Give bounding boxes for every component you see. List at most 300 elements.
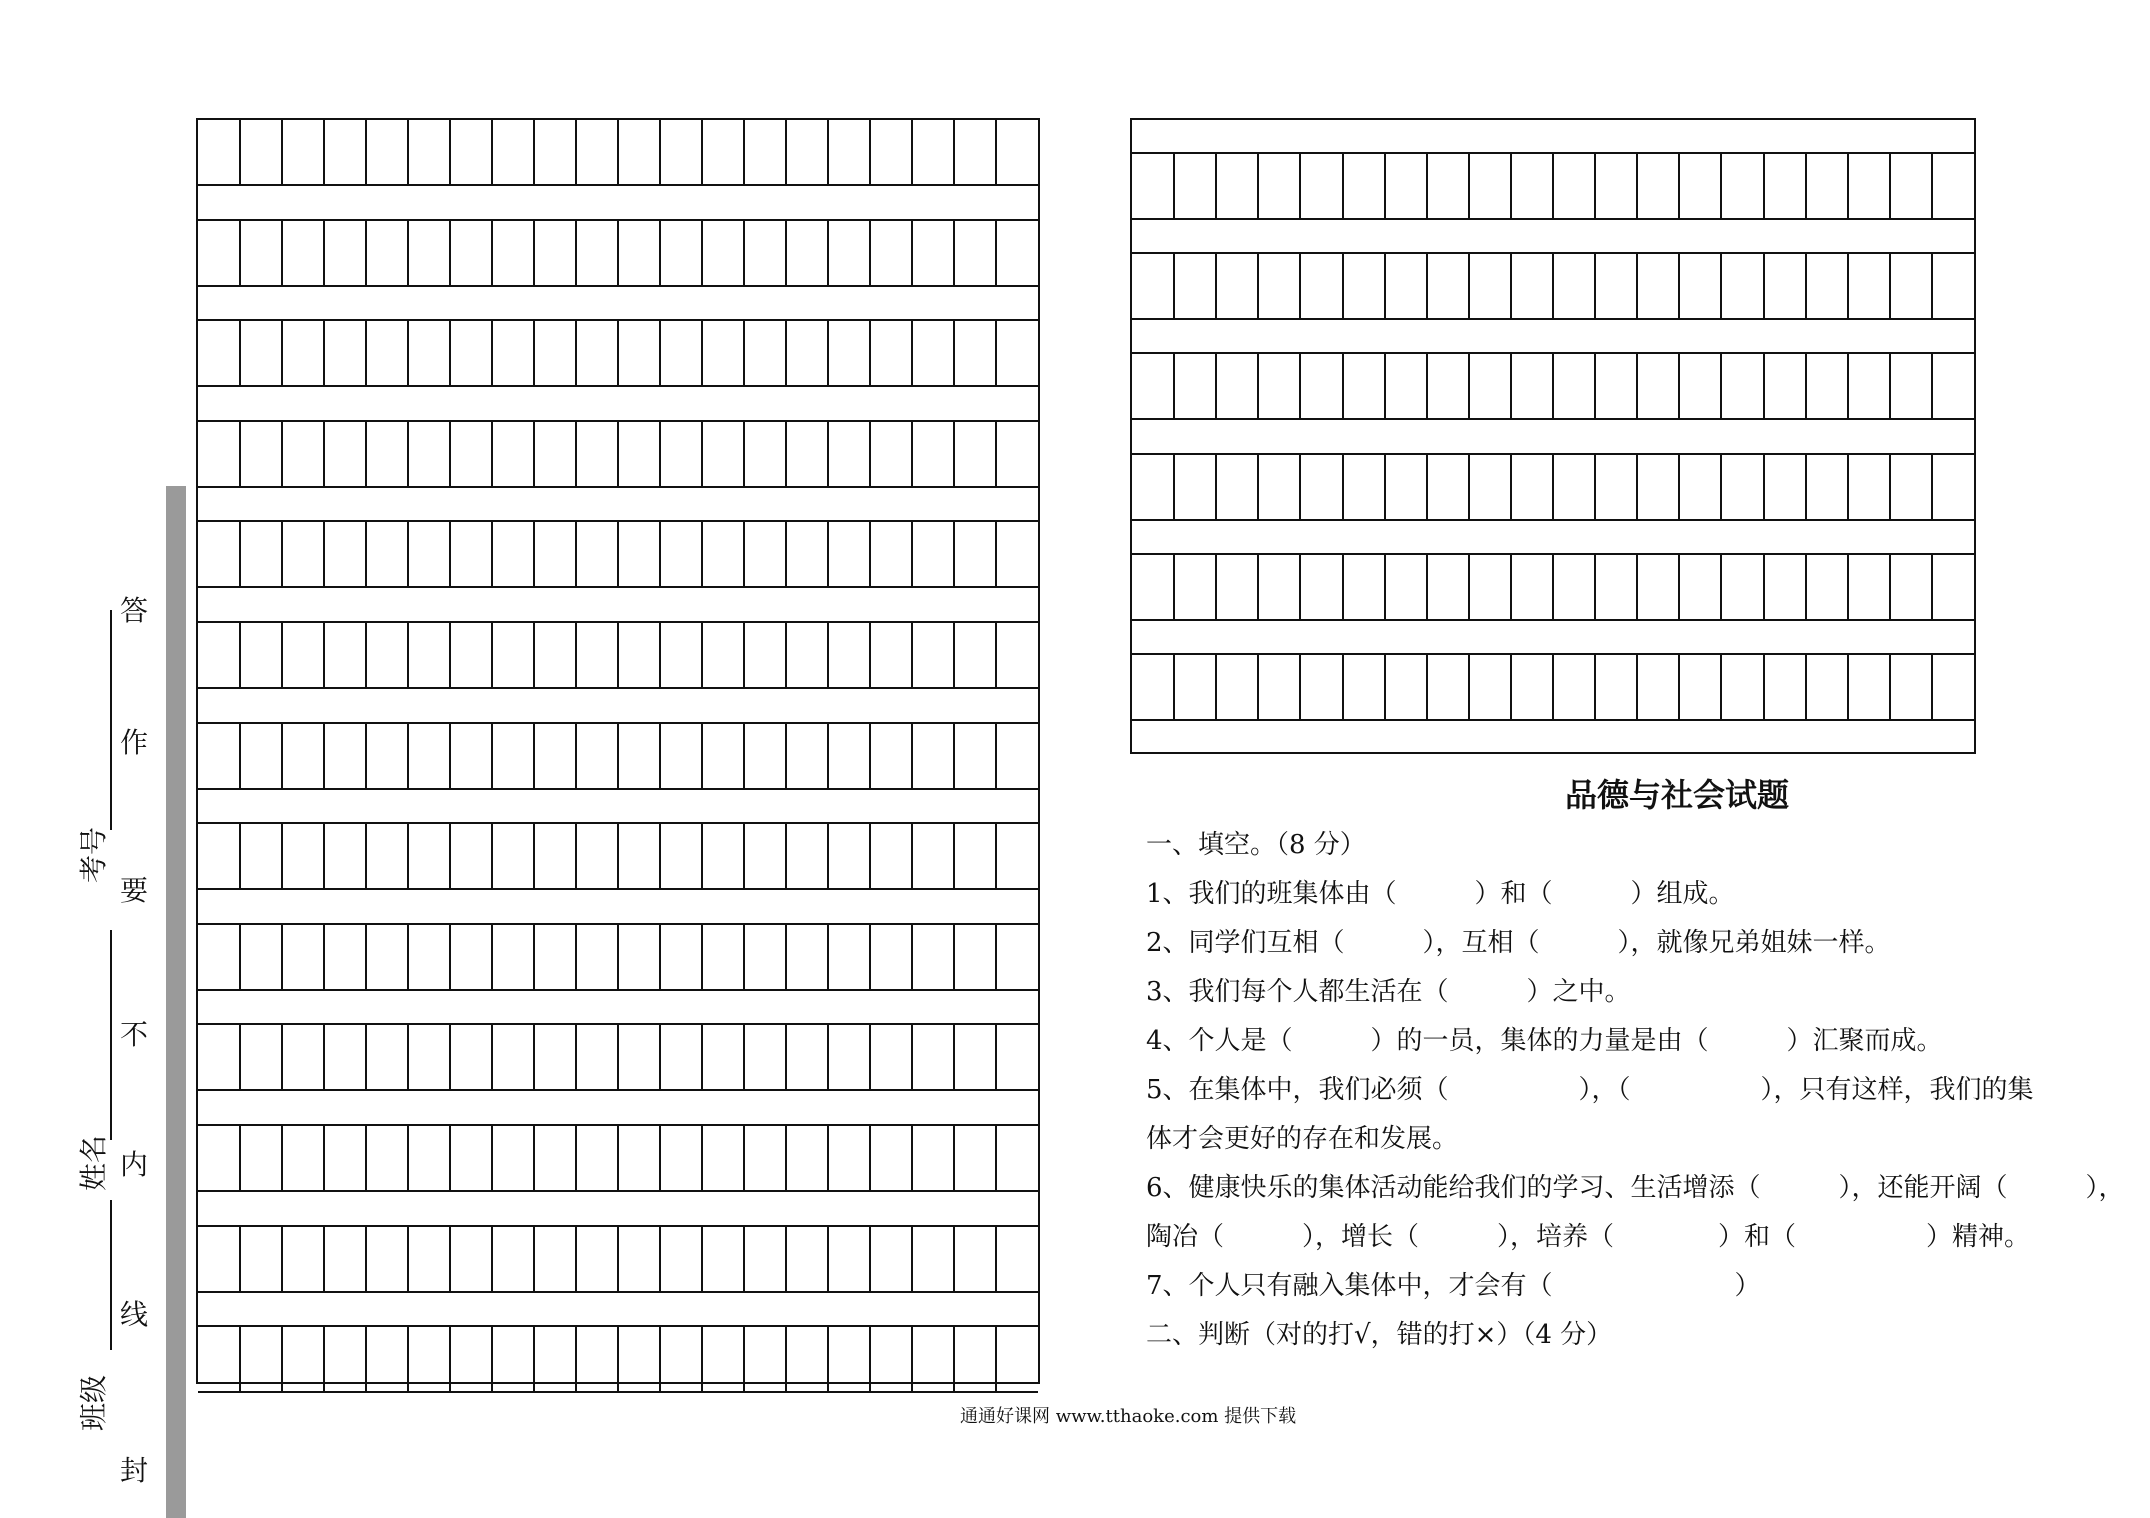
grid-cell-divider	[827, 1025, 829, 1089]
grid-cell-divider	[911, 925, 913, 989]
grid-cell-divider	[239, 724, 241, 788]
grid-cell-divider	[1215, 555, 1217, 619]
grid-row	[198, 1325, 1038, 1393]
grid-cell-divider	[1889, 655, 1891, 719]
grid-cell-divider	[911, 1227, 913, 1291]
grid-cell-divider	[1805, 455, 1807, 519]
grid-cell-divider	[869, 925, 871, 989]
grid-cell-divider	[911, 321, 913, 385]
grid-cell-divider	[659, 925, 661, 989]
grid-cell-divider	[1678, 354, 1680, 418]
grid-cell-divider	[1552, 254, 1554, 318]
grid-cell-divider	[701, 623, 703, 687]
grid-cell-divider	[1384, 555, 1386, 619]
grid-cell-divider	[323, 120, 325, 184]
grid-cell-divider	[1215, 655, 1217, 719]
grid-cell-divider	[1763, 154, 1765, 218]
grid-cell-divider	[449, 1227, 451, 1291]
grid-cell-divider	[365, 1327, 367, 1391]
grid-cell-divider	[1342, 555, 1344, 619]
grid-row	[198, 118, 1038, 186]
grid-row	[198, 420, 1038, 488]
grid-row	[198, 722, 1038, 790]
grid-cell-divider	[449, 221, 451, 285]
grid-cell-divider	[533, 422, 535, 486]
grid-cell-divider	[281, 724, 283, 788]
grid-cell-divider	[617, 724, 619, 788]
grid-cell-divider	[911, 1025, 913, 1089]
grid-cell-divider	[617, 925, 619, 989]
grid-cell-divider	[575, 724, 577, 788]
grid-cell-divider	[701, 522, 703, 586]
grid-cell-divider	[1931, 655, 1933, 719]
grid-row	[1132, 152, 1974, 220]
grid-cell-divider	[1931, 455, 1933, 519]
grid-cell-divider	[323, 1126, 325, 1190]
grid-cell-divider	[1720, 354, 1722, 418]
grid-cell-divider	[407, 522, 409, 586]
grid-cell-divider	[323, 623, 325, 687]
grid-cell-divider	[239, 221, 241, 285]
grid-cell-divider	[659, 824, 661, 888]
grid-cell-divider	[407, 1126, 409, 1190]
grid-cell-divider	[575, 925, 577, 989]
grid-cell-divider	[533, 522, 535, 586]
grid-cell-divider	[701, 824, 703, 888]
grid-cell-divider	[1257, 154, 1259, 218]
grid-row	[198, 319, 1038, 387]
grid-row	[1132, 453, 1974, 521]
grid-cell-divider	[239, 1227, 241, 1291]
grid-cell-divider	[995, 623, 997, 687]
notice-char-1: 封	[120, 1454, 149, 1487]
grid-cell-divider	[239, 623, 241, 687]
grid-cell-divider	[743, 422, 745, 486]
grid-cell-divider	[659, 1025, 661, 1089]
grid-cell-divider	[911, 522, 913, 586]
grid-cell-divider	[743, 824, 745, 888]
grid-cell-divider	[743, 120, 745, 184]
grid-cell-divider	[659, 1126, 661, 1190]
grid-cell-divider	[701, 120, 703, 184]
grid-cell-divider	[1552, 555, 1554, 619]
grid-cell-divider	[407, 422, 409, 486]
grid-cell-divider	[1847, 455, 1849, 519]
grid-cell-divider	[785, 623, 787, 687]
grid-cell-divider	[1426, 555, 1428, 619]
grid-cell-divider	[533, 1327, 535, 1391]
grid-cell-divider	[953, 1025, 955, 1089]
name-underline	[110, 930, 112, 1140]
grid-cell-divider	[491, 1025, 493, 1089]
grid-cell-divider	[365, 1227, 367, 1291]
grid-cell-divider	[1510, 154, 1512, 218]
grid-cell-divider	[1847, 254, 1849, 318]
exam-title: 品德与社会试题	[1564, 776, 1789, 814]
grid-cell-divider	[575, 221, 577, 285]
grid-cell-divider	[491, 724, 493, 788]
question-6: 6、健康快乐的集体活动能给我们的学习、生活增添（ ），还能开阔（ ），	[1146, 1173, 2125, 1203]
grid-cell-divider	[953, 824, 955, 888]
grid-cell-divider	[491, 1227, 493, 1291]
grid-cell-divider	[575, 1227, 577, 1291]
grid-cell-divider	[407, 120, 409, 184]
grid-row	[198, 822, 1038, 890]
grid-cell-divider	[323, 321, 325, 385]
grid-cell-divider	[281, 1227, 283, 1291]
notice-char-6: 作	[120, 726, 149, 759]
grid-cell-divider	[491, 522, 493, 586]
grid-cell-divider	[281, 1327, 283, 1391]
grid-cell-divider	[659, 1327, 661, 1391]
grid-cell-divider	[407, 623, 409, 687]
grid-cell-divider	[1173, 154, 1175, 218]
grid-cell-divider	[1384, 655, 1386, 719]
grid-cell-divider	[953, 1227, 955, 1291]
exam-number-label: 考号	[77, 827, 110, 884]
grid-cell-divider	[1889, 254, 1891, 318]
grid-cell-divider	[827, 1126, 829, 1190]
grid-cell-divider	[743, 522, 745, 586]
grid-cell-divider	[239, 824, 241, 888]
grid-cell-divider	[911, 1126, 913, 1190]
grid-cell-divider	[575, 522, 577, 586]
grid-cell-divider	[995, 925, 997, 989]
grid-cell-divider	[617, 1025, 619, 1089]
grid-cell-divider	[1720, 655, 1722, 719]
name-label: 姓名	[77, 1135, 110, 1192]
grid-row	[1132, 553, 1974, 621]
grid-cell-divider	[407, 824, 409, 888]
grid-cell-divider	[323, 724, 325, 788]
grid-cell-divider	[659, 623, 661, 687]
grid-cell-divider	[1847, 655, 1849, 719]
grid-cell-divider	[827, 221, 829, 285]
grid-cell-divider	[1720, 455, 1722, 519]
grid-cell-divider	[953, 623, 955, 687]
grid-cell-divider	[701, 724, 703, 788]
grid-cell-divider	[869, 1327, 871, 1391]
grid-cell-divider	[365, 221, 367, 285]
grid-cell-divider	[1257, 555, 1259, 619]
grid-cell-divider	[1552, 455, 1554, 519]
grid-cell-divider	[1763, 455, 1765, 519]
grid-cell-divider	[533, 724, 535, 788]
grid-cell-divider	[953, 422, 955, 486]
grid-cell-divider	[1215, 254, 1217, 318]
grid-cell-divider	[869, 120, 871, 184]
grid-cell-divider	[743, 724, 745, 788]
grid-cell-divider	[617, 422, 619, 486]
grid-cell-divider	[533, 925, 535, 989]
grid-cell-divider	[827, 522, 829, 586]
grid-cell-divider	[869, 422, 871, 486]
grid-cell-divider	[1299, 655, 1301, 719]
notice-char-4: 不	[120, 1018, 149, 1051]
grid-cell-divider	[743, 925, 745, 989]
grid-cell-divider	[953, 1126, 955, 1190]
grid-cell-divider	[1468, 655, 1470, 719]
grid-cell-divider	[1889, 455, 1891, 519]
grid-cell-divider	[449, 824, 451, 888]
grid-cell-divider	[365, 120, 367, 184]
grid-cell-divider	[869, 1025, 871, 1089]
grid-cell-divider	[659, 1227, 661, 1291]
grid-row	[1132, 252, 1974, 320]
grid-cell-divider	[1468, 555, 1470, 619]
question-2: 2、同学们互相（ ），互相（ ），就像兄弟姐妹一样。	[1146, 928, 1891, 958]
grid-cell-divider	[491, 321, 493, 385]
grid-cell-divider	[869, 522, 871, 586]
grid-cell-divider	[1173, 354, 1175, 418]
section-2-heading: 二、判断（对的打√，错的打×）（4 分）	[1146, 1320, 1613, 1350]
grid-cell-divider	[953, 120, 955, 184]
grid-cell-divider	[365, 623, 367, 687]
grid-cell-divider	[869, 221, 871, 285]
grid-cell-divider	[827, 321, 829, 385]
grid-cell-divider	[785, 1025, 787, 1089]
grid-cell-divider	[407, 321, 409, 385]
grid-cell-divider	[1468, 354, 1470, 418]
grid-cell-divider	[701, 925, 703, 989]
grid-cell-divider	[281, 1126, 283, 1190]
grid-cell-divider	[1805, 154, 1807, 218]
grid-cell-divider	[365, 422, 367, 486]
grid-cell-divider	[1257, 655, 1259, 719]
grid-cell-divider	[1257, 354, 1259, 418]
grid-cell-divider	[995, 1227, 997, 1291]
grid-cell-divider	[701, 1227, 703, 1291]
grid-cell-divider	[1342, 455, 1344, 519]
grid-cell-divider	[1931, 555, 1933, 619]
grid-cell-divider	[1594, 455, 1596, 519]
grid-cell-divider	[323, 522, 325, 586]
grid-cell-divider	[953, 925, 955, 989]
grid-cell-divider	[785, 1126, 787, 1190]
grid-cell-divider	[281, 925, 283, 989]
grid-cell-divider	[995, 1327, 997, 1391]
question-5: 5、在集体中，我们必须（ ），（ ），只有这样，我们的集	[1146, 1075, 2034, 1105]
grid-cell-divider	[911, 623, 913, 687]
grid-cell-divider	[281, 422, 283, 486]
grid-cell-divider	[1847, 555, 1849, 619]
grid-cell-divider	[1552, 354, 1554, 418]
question-5-continued: 体才会更好的存在和发展。	[1146, 1124, 1459, 1154]
grid-cell-divider	[323, 925, 325, 989]
grid-cell-divider	[995, 1126, 997, 1190]
grid-cell-divider	[785, 422, 787, 486]
grid-cell-divider	[1594, 254, 1596, 318]
notice-char-7: 答	[120, 594, 149, 627]
grid-cell-divider	[1510, 655, 1512, 719]
grid-cell-divider	[281, 120, 283, 184]
grid-row	[198, 1124, 1038, 1192]
grid-cell-divider	[1847, 354, 1849, 418]
grid-cell-divider	[1931, 254, 1933, 318]
grid-cell-divider	[701, 1025, 703, 1089]
grid-cell-divider	[239, 925, 241, 989]
grid-cell-divider	[1342, 354, 1344, 418]
grid-cell-divider	[995, 120, 997, 184]
grid-cell-divider	[1636, 655, 1638, 719]
grid-cell-divider	[1847, 154, 1849, 218]
question-6-continued: 陶冶（ ），增长（ ），培养（ ）和（ ）精神。	[1146, 1222, 2031, 1252]
grid-cell-divider	[827, 1327, 829, 1391]
section-1-heading: 一、填空。（8 分）	[1146, 830, 1366, 860]
grid-cell-divider	[533, 321, 535, 385]
grid-cell-divider	[491, 925, 493, 989]
grid-cell-divider	[1299, 354, 1301, 418]
grid-cell-divider	[617, 1126, 619, 1190]
grid-cell-divider	[449, 321, 451, 385]
grid-cell-divider	[1805, 354, 1807, 418]
grid-cell-divider	[533, 1126, 535, 1190]
grid-cell-divider	[1342, 254, 1344, 318]
grid-cell-divider	[1636, 254, 1638, 318]
grid-cell-divider	[827, 724, 829, 788]
grid-cell-divider	[869, 321, 871, 385]
grid-cell-divider	[617, 623, 619, 687]
grid-cell-divider	[365, 925, 367, 989]
grid-cell-divider	[533, 221, 535, 285]
notice-char-5: 要	[120, 874, 149, 907]
grid-row	[198, 621, 1038, 689]
footer-credit: 通通好课网 www.tthaoke.com 提供下载	[960, 1406, 1297, 1427]
grid-cell-divider	[1173, 455, 1175, 519]
grid-cell-divider	[365, 1025, 367, 1089]
grid-cell-divider	[1510, 254, 1512, 318]
grid-cell-divider	[365, 522, 367, 586]
grid-row	[198, 923, 1038, 991]
exam-number-underline	[110, 610, 112, 830]
grid-cell-divider	[449, 623, 451, 687]
grid-cell-divider	[1257, 455, 1259, 519]
grid-cell-divider	[533, 1025, 535, 1089]
grid-cell-divider	[575, 1025, 577, 1089]
grid-row	[198, 1023, 1038, 1091]
grid-cell-divider	[659, 724, 661, 788]
grid-cell-divider	[575, 1126, 577, 1190]
grid-cell-divider	[1594, 555, 1596, 619]
grid-cell-divider	[659, 422, 661, 486]
grid-cell-divider	[1510, 455, 1512, 519]
grid-cell-divider	[1426, 354, 1428, 418]
grid-cell-divider	[239, 422, 241, 486]
grid-cell-divider	[1636, 555, 1638, 619]
grid-cell-divider	[323, 824, 325, 888]
grid-cell-divider	[281, 522, 283, 586]
grid-cell-divider	[449, 522, 451, 586]
grid-cell-divider	[617, 321, 619, 385]
grid-cell-divider	[1636, 154, 1638, 218]
grid-cell-divider	[407, 724, 409, 788]
grid-cell-divider	[239, 321, 241, 385]
grid-cell-divider	[491, 221, 493, 285]
grid-cell-divider	[953, 522, 955, 586]
grid-cell-divider	[449, 724, 451, 788]
grid-cell-divider	[1889, 154, 1891, 218]
grid-cell-divider	[239, 1126, 241, 1190]
grid-cell-divider	[1173, 555, 1175, 619]
grid-cell-divider	[827, 422, 829, 486]
grid-cell-divider	[575, 321, 577, 385]
grid-cell-divider	[365, 321, 367, 385]
grid-cell-divider	[659, 120, 661, 184]
grid-cell-divider	[1678, 455, 1680, 519]
grid-cell-divider	[785, 824, 787, 888]
grid-cell-divider	[533, 623, 535, 687]
grid-cell-divider	[1931, 354, 1933, 418]
grid-cell-divider	[449, 422, 451, 486]
grid-cell-divider	[995, 824, 997, 888]
grid-cell-divider	[911, 221, 913, 285]
grid-cell-divider	[701, 1327, 703, 1391]
grid-cell-divider	[1678, 254, 1680, 318]
composition-grid-left	[196, 118, 1040, 1384]
grid-cell-divider	[617, 1327, 619, 1391]
grid-cell-divider	[365, 724, 367, 788]
grid-cell-divider	[1889, 555, 1891, 619]
question-1: 1、我们的班集体由（ ）和（ ）组成。	[1146, 879, 1735, 909]
grid-cell-divider	[701, 221, 703, 285]
grid-cell-divider	[1384, 254, 1386, 318]
grid-cell-divider	[1805, 254, 1807, 318]
grid-cell-divider	[239, 1025, 241, 1089]
grid-cell-divider	[911, 422, 913, 486]
grid-cell-divider	[785, 925, 787, 989]
grid-cell-divider	[281, 221, 283, 285]
grid-cell-divider	[785, 120, 787, 184]
grid-cell-divider	[1594, 154, 1596, 218]
grid-cell-divider	[533, 120, 535, 184]
grid-cell-divider	[1931, 154, 1933, 218]
question-7: 7、个人只有融入集体中，才会有（ ）	[1146, 1271, 1761, 1301]
grid-cell-divider	[407, 1227, 409, 1291]
grid-cell-divider	[785, 1327, 787, 1391]
grid-cell-divider	[785, 221, 787, 285]
grid-cell-divider	[1426, 455, 1428, 519]
grid-cell-divider	[743, 623, 745, 687]
grid-cell-divider	[617, 1227, 619, 1291]
grid-cell-divider	[449, 1025, 451, 1089]
grid-cell-divider	[239, 120, 241, 184]
grid-cell-divider	[953, 221, 955, 285]
grid-cell-divider	[1215, 354, 1217, 418]
grid-cell-divider	[491, 623, 493, 687]
grid-cell-divider	[407, 1327, 409, 1391]
grid-cell-divider	[1257, 254, 1259, 318]
grid-cell-divider	[1763, 655, 1765, 719]
grid-cell-divider	[281, 1025, 283, 1089]
grid-row	[198, 1225, 1038, 1293]
grid-cell-divider	[491, 1126, 493, 1190]
grid-row	[1132, 653, 1974, 721]
grid-cell-divider	[491, 1327, 493, 1391]
grid-cell-divider	[1763, 555, 1765, 619]
grid-cell-divider	[785, 1227, 787, 1291]
notice-char-3: 内	[120, 1148, 149, 1181]
grid-cell-divider	[365, 1126, 367, 1190]
grid-cell-divider	[1215, 455, 1217, 519]
grid-cell-divider	[533, 824, 535, 888]
grid-cell-divider	[1763, 254, 1765, 318]
grid-cell-divider	[449, 1327, 451, 1391]
grid-cell-divider	[575, 120, 577, 184]
grid-cell-divider	[1342, 655, 1344, 719]
grid-cell-divider	[743, 221, 745, 285]
grid-cell-divider	[1510, 354, 1512, 418]
grid-cell-divider	[869, 824, 871, 888]
